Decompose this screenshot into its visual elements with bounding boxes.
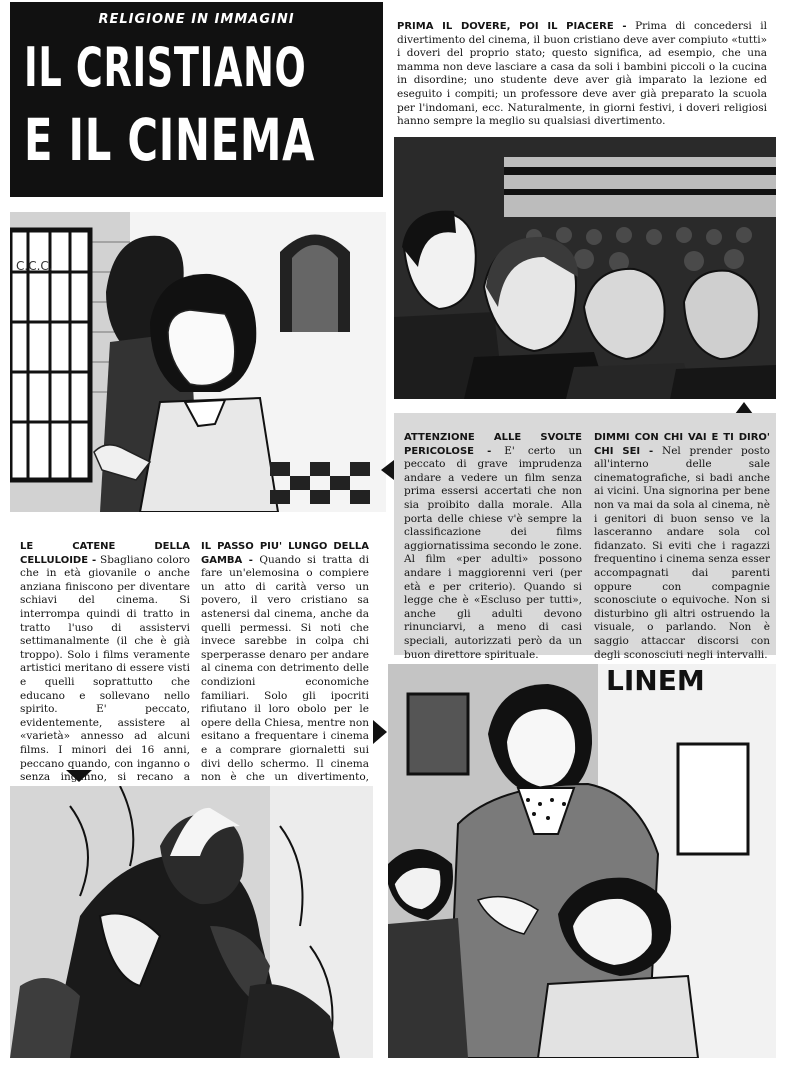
who-you-go-with-body: Nel prender posto all'interno delle sale cinematografiche, si badi anche ai vicini. Una signorina per bene non va mai da sola al cinema, nè i genitori di buon senso ve la lasceranno andare sola col fidanzato. Si eviti che i ragazzi frequentino i cinema senza esser accompagnati dai parenti oppure con compagnie sconosciute o equivoche. Non si disturbino gli altri ostruendo la visuale, o parlando. Non è saggio attaccar discorsi con degli sconosciuti negli intervalli. [594,444,770,661]
dangerous-turns-body: E' certo un peccato di grave imprudenza andare a vedere un film senza prima essersi accertati che non sia proibito dalla morale. Alla porta delle chiese v'è sempre la classificazione dei films aggiornatissima secondo le zone. Al film «per adulti» possono andare i maggiorenni veri (per età e per criterio). Quando si legge che è «Escluso per tutti», anche gli adulti devono rinunciarvi, a meno di casi speciali, autorizzati però da un buon direttore spirituale. [404,444,582,661]
illustration-woman-with-children [388,664,776,1058]
pointer-left-marker [381,460,394,480]
intro-body: Prima di concedersi il divertimento del cinema, il buon cristiano deve aver compiuto «tutti» i doveri del proprio stato; questo significa, ad esempio, che una mamma non deve lasciare a casa da soli i bambini piccoli o la cucina in disordine; uno studente deve aver già imparato la lezione ed eseguito i compiti; un professore deve aver già preparato la scuola per l'indomani, ecc. Naturalmente, in giorni festivi, i doveri religiosi hanno sempre la meglio su qualsiasi divertimento. [397,20,768,128]
dangerous-turns-column [404,431,582,662]
intro-heading: PRIMA IL DOVERE, POI IL PIACERE - [397,21,627,32]
illustration-children-at-gate [10,212,386,512]
celluloid-chains-paragraph [20,540,190,812]
longer-step-body: Quando si tratta di fare un'elemosina o compiere un atto di carità verso un povero, il vero cristiano sa astenersi dal cinema, anche da quelli permessi. Si noti che invece sarebbe in colpa chi sperperasse denaro per andare al cinema con detrimento delle condizioni economiche familiari. Solo gli ipocriti rifiutano il loro obolo per le opere della Chiesa, mentre non esitano a frequentare i cinema e a comprare giornaletti sui divi dello schermo. Il cinema non è che un divertimento, [201,553,369,784]
intro-paragraph [397,20,767,129]
illustration-struggle-scene [10,786,373,1058]
page-title-line-2: E IL CINEMA [24,106,316,174]
title-banner [10,2,383,197]
who-you-go-with-column [594,431,770,662]
warnings-box [394,413,776,661]
cinema-store-sign: LINEM [606,664,705,697]
longer-step-paragraph [201,540,369,798]
longer-step-heading: IL PASSO PIU' LUNGO DELLA GAMBA - [201,541,369,566]
dangerous-turns-heading: ATTENZIONE ALLE SVOLTE PERICOLOSE - [404,432,582,457]
pointer-right-marker [373,720,387,744]
illustration-cinema-audience [394,137,776,399]
celluloid-chains-body: Sbagliano coloro che in età giovanile o anche anziana finiscono per diventare schiavi del cinema. Si interrompa quindi di tratto in tratto l'uso di assistervi settimanalmente (il che è già troppo). Solo i films veramente artistici meritano di essere visti e quelli soprattutto che educano e sollevano nello spirito. E' peccato, evidentemente, assistere al «varietà» annesso ad alcuni films. I minori dei 16 anni, peccano quando, con inganno o senza inganno, si recano a [20,553,190,784]
page-title-line-1: IL CRISTIANO [24,36,307,99]
celluloid-chains-heading: LE CATENE DELLA CELLULOIDE - [20,541,190,566]
gate-sign: C.C.C. [16,259,53,273]
series-kicker: RELIGIONE IN IMMAGINI [98,12,295,27]
who-you-go-with-heading: DIMMI CON CHI VAI E TI DIRO' CHI SEI - [594,432,770,457]
pointer-down-marker [66,770,92,782]
